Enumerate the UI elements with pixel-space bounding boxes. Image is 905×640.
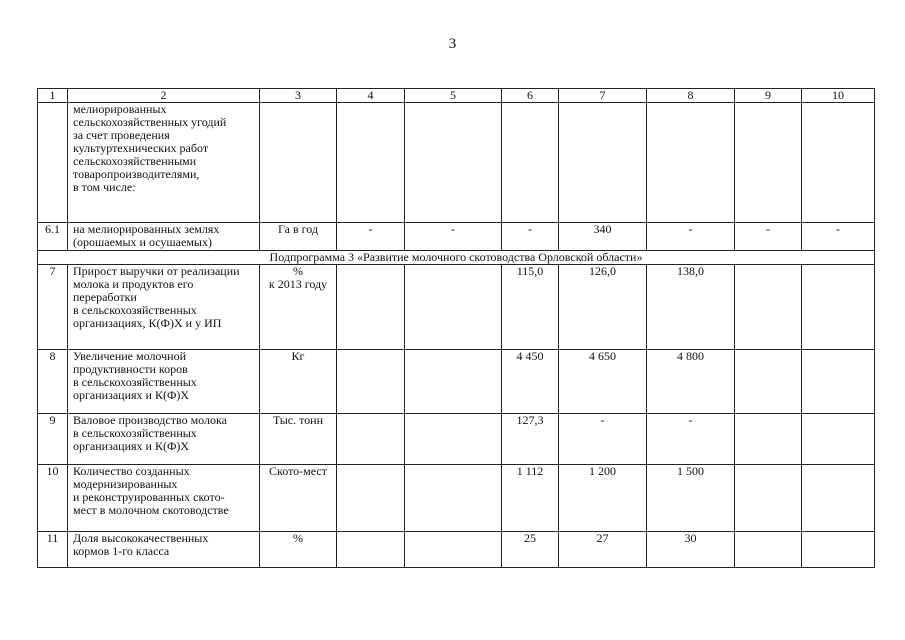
table-cell-c9 [735, 350, 802, 414]
table-cell-c10 [802, 265, 875, 350]
table-cell-c7 [559, 103, 647, 223]
table-cell-c4 [337, 350, 405, 414]
table-header-row [38, 89, 875, 103]
table-cell-c10 [802, 532, 875, 568]
page-number: 3 [448, 36, 457, 52]
table-cell-c4 [337, 414, 405, 465]
table-cell-c9 [735, 414, 802, 465]
table-cell-c8: 4 800 [647, 350, 735, 414]
table-cell-c10 [802, 350, 875, 414]
table-cell-c10 [802, 414, 875, 465]
table-cell-num: 10 [38, 465, 68, 532]
table-cell-c8: 1 500 [647, 465, 735, 532]
table-cell-num: 8 [38, 350, 68, 414]
table-cell-unit: % [260, 532, 337, 568]
table-cell-c5: - [405, 223, 502, 251]
table-cell-c8: - [647, 414, 735, 465]
table-cell-name: Количество созданных модернизированных и реконструированных ското- мест в молочном скотоводстве [68, 465, 260, 532]
table-cell-c10 [802, 465, 875, 532]
table-cell-c6: 115,0 [502, 265, 559, 350]
table-cell-c5 [405, 532, 502, 568]
table-cell-c10: - [802, 223, 875, 251]
table-cell-c6: 1 112 [502, 465, 559, 532]
table-cell-c9 [735, 103, 802, 223]
table-cell-unit [260, 103, 337, 223]
table-cell-c9 [735, 265, 802, 350]
table-cell-c6: 25 [502, 532, 559, 568]
table-row [38, 103, 875, 223]
column-header: 9 [735, 89, 802, 103]
table-row [38, 223, 875, 251]
table-cell-c7: - [559, 414, 647, 465]
table-cell-c7: 1 200 [559, 465, 647, 532]
table-cell-num: 6.1 [38, 223, 68, 251]
table-cell-num [38, 103, 68, 223]
column-header: 6 [502, 89, 559, 103]
table-cell-c6: 4 450 [502, 350, 559, 414]
table-cell-c9 [735, 532, 802, 568]
table-row [38, 350, 875, 414]
table-cell-c5 [405, 265, 502, 350]
table-cell-c5 [405, 350, 502, 414]
table-cell-c5 [405, 414, 502, 465]
table-cell-c4 [337, 265, 405, 350]
column-header: 10 [802, 89, 875, 103]
table-row [38, 265, 875, 350]
table-cell-c4: - [337, 223, 405, 251]
table-cell-c9: - [735, 223, 802, 251]
table-cell-c6 [502, 103, 559, 223]
column-header: 2 [68, 89, 260, 103]
column-header: 4 [337, 89, 405, 103]
table-cell-unit: Кг [260, 350, 337, 414]
column-header: 8 [647, 89, 735, 103]
table-cell-c7: 340 [559, 223, 647, 251]
table-cell-c6: 127,3 [502, 414, 559, 465]
table-cell-c7: 4 650 [559, 350, 647, 414]
table-row [38, 414, 875, 465]
table-row [38, 532, 875, 568]
table-cell-name: Прирост выручки от реализации молока и продуктов его переработки в сельскохозяйственных организациях, К(Ф)Х и у ИП [68, 265, 260, 350]
table-cell-c10 [802, 103, 875, 223]
table-cell-num: 7 [38, 265, 68, 350]
table-cell-c4 [337, 532, 405, 568]
table-cell-c6: - [502, 223, 559, 251]
table-cell-name: Увеличение молочной продуктивности коров в сельскохозяйственных организациях и К(Ф)Х [68, 350, 260, 414]
table-cell-name: Доля высококачественных кормов 1-го класса [68, 532, 260, 568]
table-cell-c7: 126,0 [559, 265, 647, 350]
column-header: 7 [559, 89, 647, 103]
subprogram-title: Подпрограмма 3 «Развитие молочного скотоводства Орловской области» [38, 251, 875, 265]
table-cell-unit: % к 2013 году [260, 265, 337, 350]
table-cell-c8 [647, 103, 735, 223]
table-cell-c4 [337, 465, 405, 532]
table-cell-c7: 27 [559, 532, 647, 568]
table-cell-num: 9 [38, 414, 68, 465]
table-cell-c4 [337, 103, 405, 223]
table-cell-name: на мелиорированных землях (орошаемых и осушаемых) [68, 223, 260, 251]
table-cell-c8: 138,0 [647, 265, 735, 350]
table-cell-unit: Тыс. тонн [260, 414, 337, 465]
table-cell-c9 [735, 465, 802, 532]
table-cell-num: 11 [38, 532, 68, 568]
indicators-table [37, 88, 875, 568]
table-cell-c8: - [647, 223, 735, 251]
table-cell-unit: Га в год [260, 223, 337, 251]
table-cell-name: Валовое производство молока в сельскохозяйственных организациях и К(Ф)Х [68, 414, 260, 465]
table-row [38, 465, 875, 532]
table-cell-c5 [405, 465, 502, 532]
column-header: 1 [38, 89, 68, 103]
table-cell-c5 [405, 103, 502, 223]
table-cell-unit: Ското-мест [260, 465, 337, 532]
subprogram-row [38, 251, 875, 265]
table-cell-name: мелиорированных сельскохозяйственных угодий за счет проведения культуртехнических работ сельскохозяйственными товаропроизводителями, в том числе: [68, 103, 260, 223]
column-header: 5 [405, 89, 502, 103]
column-header: 3 [260, 89, 337, 103]
table-cell-c8: 30 [647, 532, 735, 568]
